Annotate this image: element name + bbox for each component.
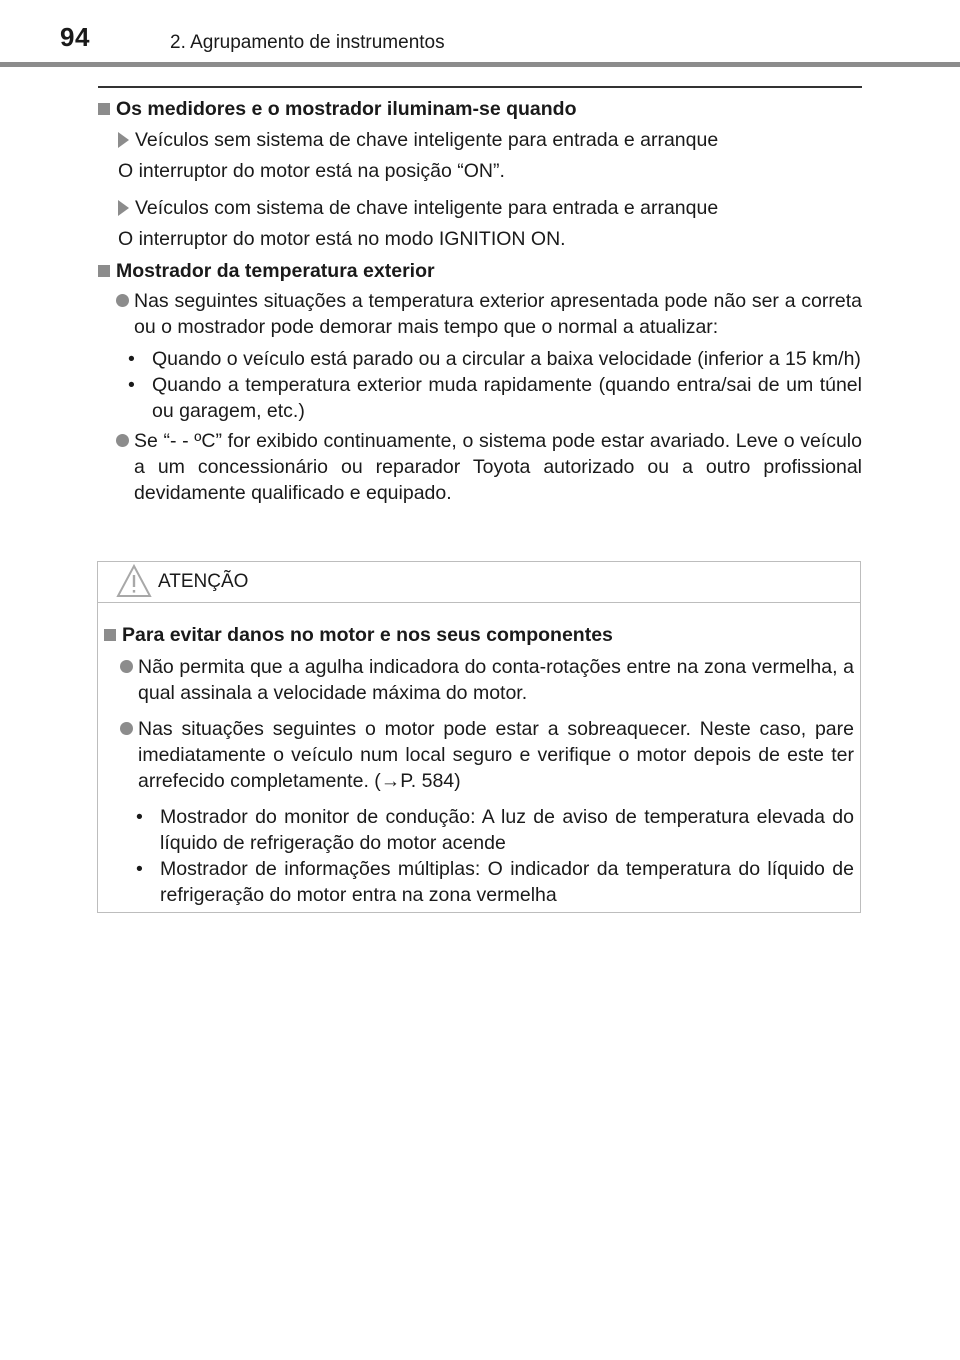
dash-marker: • — [128, 374, 135, 396]
dash-item — [136, 856, 854, 908]
section-heading — [98, 96, 862, 122]
dash-text: Mostrador de informações múltiplas: O indicador da temperatura do líquido de refrigeração do motor entra na zona vermelha — [160, 858, 854, 906]
section-heading — [98, 258, 862, 284]
dash-marker: • — [136, 806, 143, 828]
section-heading-text: Mostrador da temperatura exterior — [116, 260, 435, 282]
bullet-item — [116, 288, 862, 340]
top-rule — [98, 86, 862, 88]
bullet-item — [116, 428, 862, 506]
dash-text: Quando o veículo está parado ou a circular a baixa velocidade (inferior a 15 km/h) — [152, 348, 861, 370]
section-heading-text: Os medidores e o mostrador iluminam-se quando — [116, 98, 577, 120]
square-icon — [98, 103, 110, 115]
triangle-right-icon — [118, 200, 129, 216]
dash-marker: • — [136, 858, 143, 880]
dash-item — [128, 372, 862, 424]
triangle-right-icon — [118, 132, 129, 148]
dash-text: Quando a temperatura exterior muda rapidamente (quando entra/sai de um túnel ou garagem, etc.) — [152, 374, 862, 422]
bullet-item — [120, 654, 854, 706]
paragraph: O interruptor do motor está na posição “ON”. — [118, 160, 505, 182]
dash-text: Mostrador do monitor de condução: A luz de aviso de temperatura elevada do líquido de refrigeração do motor acende — [160, 806, 854, 854]
main-content — [98, 96, 862, 506]
warning-triangle-icon — [116, 564, 152, 603]
circle-icon — [120, 722, 133, 735]
dash-item — [136, 804, 854, 856]
dash-item — [128, 346, 862, 372]
square-icon — [98, 265, 110, 277]
warning-label: ATENÇÃO — [158, 571, 249, 592]
paragraph: O interruptor do motor está no modo IGNITION ON. — [118, 228, 566, 250]
header-title: 2. Agrupamento de instrumentos — [170, 32, 445, 53]
section-heading-text: Para evitar danos no motor e nos seus componentes — [122, 624, 613, 646]
square-icon — [104, 629, 116, 641]
section-heading — [104, 622, 854, 648]
sub-item-text: Veículos sem sistema de chave inteligente para entrada e arranque — [135, 129, 719, 151]
header-bar — [0, 62, 960, 67]
circle-icon — [120, 660, 133, 673]
page-number: 94 — [60, 22, 90, 52]
sub-item — [118, 127, 862, 153]
circle-icon — [116, 434, 129, 447]
bullet-text: Não permita que a agulha indicadora do conta-rotações entre na zona vermelha, a qual assinala a velocidade máxima do motor. — [138, 656, 854, 704]
bullet-item — [120, 716, 854, 794]
warning-body — [104, 622, 854, 908]
bullet-text: Se “- - ºC” for exibido continuamente, o sistema pode estar avariado. Leve o veículo a um concessionário ou reparador Toyota autorizado ou a outro profissional devidamente qualificado e equipado. — [134, 430, 862, 504]
bullet-text: Nas situações seguintes o motor pode estar a sobreaquecer. Neste caso, pare imediatamente o veículo num local seguro e verifique o motor depois de este ter arrefecido completamente. (→P. 584) — [138, 718, 854, 792]
sub-item-text: Veículos com sistema de chave inteligente para entrada e arranque — [135, 197, 719, 219]
circle-icon — [116, 294, 129, 307]
bullet-text: Nas seguintes situações a temperatura exterior apresentada pode não ser a correta ou o mostrador pode demorar mais tempo que o normal a atualizar: — [134, 290, 862, 338]
sub-item — [118, 195, 862, 221]
warning-header — [98, 562, 860, 603]
dash-marker: • — [128, 348, 135, 370]
warning-box — [97, 561, 861, 913]
